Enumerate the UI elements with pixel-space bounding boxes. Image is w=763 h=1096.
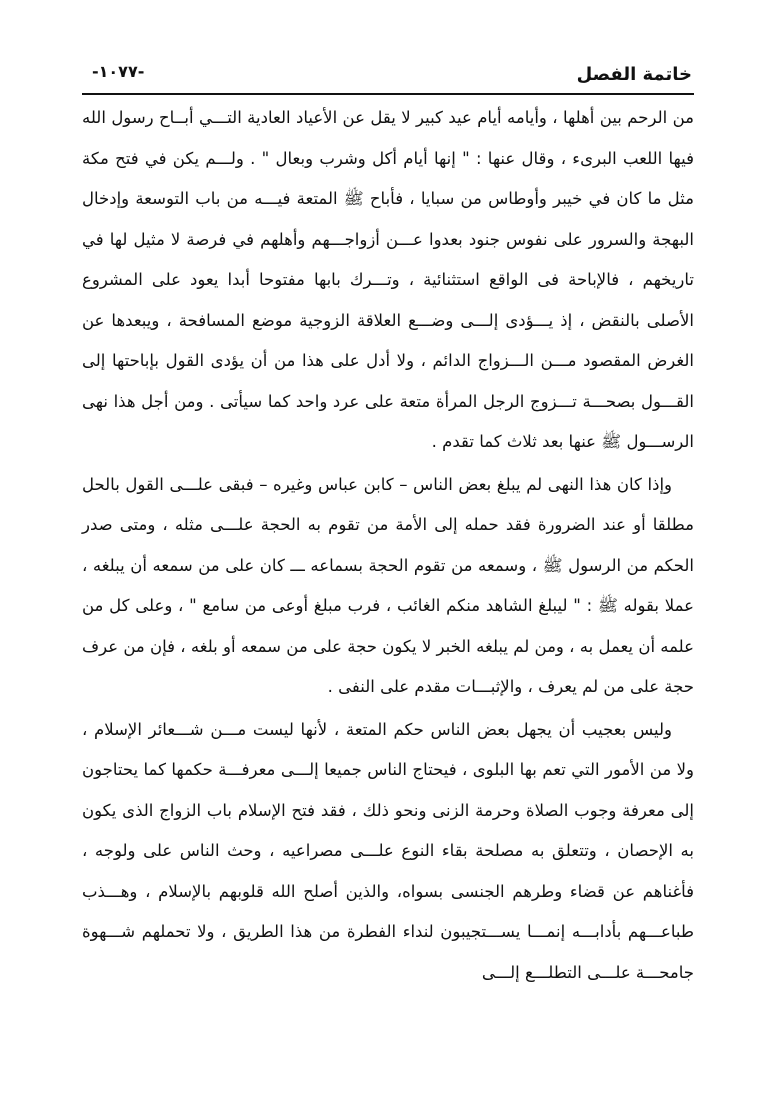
paragraph-2: وإذا كان هذا النهى لم يبلغ بعض الناس – كابن عباس وغيره – فبقى علـــى القول بالحل مطلقا أو عند الضرورة فقد حمله إلى الأمة من تقوم به الحجة علـــى مثله ، ومتى صدر الحكم من الرسول ﷺ ، وسمعه من تقوم الحجة بسماعه ـــ كان على من سمعه أن يبلغه ، عملا بقوله ﷺ : " ليبلغ الشاهد منكم الغائب ، فرب مبلغ أوعى من سامع " ، وعلى كل من علمه أن يعمل به ، ومن لم يبلغه الخبر لا يكون حجة على من سمعه أو بلغه ، فإن من عرف حجة على من لم يعرف ، والإثبـــات مقدم على النفى . [82,474,694,696]
chapter-title: خاتمة الفصل [576,64,692,85]
header-divider [82,93,694,95]
body-text [82,98,694,993]
paragraph-3: وليس بعجيب أن يجهل بعض الناس حكم المتعة ، لأنها ليست مـــن شـــعائر الإسلام ، ولا من الأمور التي تعم بها البلوى ، فيحتاج الناس جميعا إلـــى معرفـــة حكمها كما يحتاجون إلى معرفة وجوب الصلاة وحرمة الزنى ونحو ذلك ، فقد فتح الإسلام باب الزواج الذى يكون به الإحصان ، وتتعلق به مصلحة بقاء النوع علـــى مصراعيه ، وحث الناس على ولوجه ، فأغناهم عن قضاء وطرهم الجنسى بسواه، والذين أصلح الله قلوبهم بالإسلام ، وهـــذب طباعـــهم بأدابـــه إنمـــا يســـتجيبون لنداء الفطرة من هذا الطريق ، ولا تحملهم شـــهوة جامحـــة علـــى التطلـــع إلـــى [82,719,694,982]
running-header [82,58,692,88]
paragraph-1: من الرحم بين أهلها ، وأيامه أيام عيد كبير لا يقل عن الأعياد العادية التـــي أبــاح رسول الله فيها اللعب البرىء ، وقال عنها : " إنها أيام أكل وشرب وبعال " . ولـــم يكن في فتح مكة مثل ما كان في خيبر وأوطاس من سبايا ، فأباح ﷺ المتعة فيـــه من باب التوسعة وإدخال البهجة والسرور على نفوس جنود بعدوا عـــن أزواجـــهم وأهلهم في فرصة لا مثيل لها في تاريخهم ، فالإباحة فى الواقع استثنائية ، وتـــرك بابها مفتوحا أبدا يعود على المشروع الأصلى بالنقض ، إذ يـــؤدى إلـــى وضـــع العلاقة الزوجية موضع المسافحة ، ويبعدها عن الغرض المقصود مـــن الـــزواج الدائم ، ولا أدل على هذا من أن يؤدى القول بإباحتها إلى القـــول بصحـــة تـــزوج الرجل المرأة متعة على عرد واحد كما سيأتى . ومن أجل هذا نهى الرســـول ﷺ عنها بعد ثلاث كما تقدم . [82,108,694,451]
page-number: -١٠٧٧- [92,62,145,81]
